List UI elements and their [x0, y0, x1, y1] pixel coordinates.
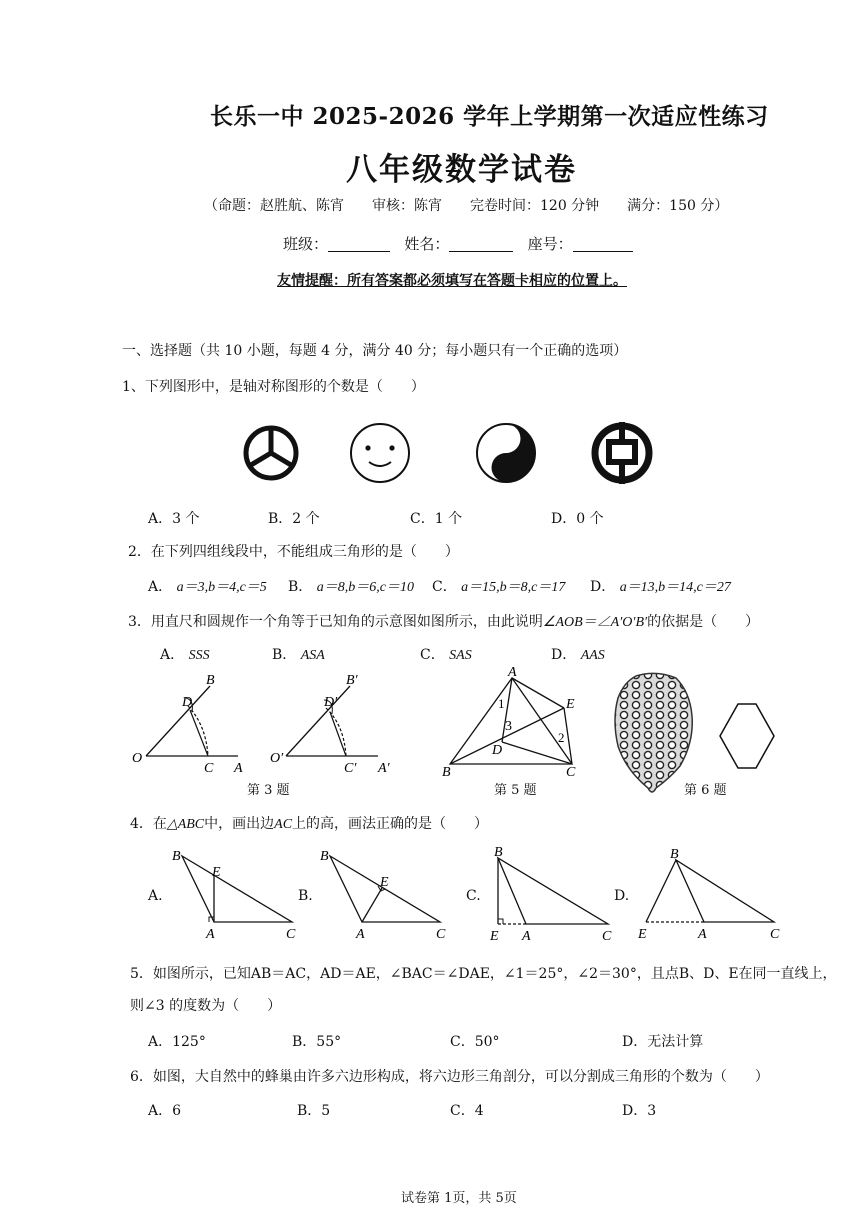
seat-blank	[573, 237, 633, 252]
q2-option-d[interactable]	[590, 576, 731, 596]
q4d-label-c: C	[770, 927, 780, 942]
q2-option-b-letter: B．	[288, 579, 313, 595]
q4a-label-c: C	[286, 927, 296, 942]
q3-text-a: 3．用直尺和圆规作一个角等于已知角的示意图如图所示，由此说明	[128, 614, 543, 630]
q3-text-math: ∠AOB＝∠A′O′B′	[542, 615, 648, 630]
q2-option-c[interactable]	[432, 576, 565, 596]
question-5-line-2: 则∠3 的度数为（ ）	[130, 998, 282, 1014]
figure-3-left-label-o: O	[132, 751, 143, 766]
q6-option-d[interactable]: D．3	[622, 1103, 657, 1119]
q2-option-d-letter: D．	[590, 579, 616, 595]
q3-option-b-math: ASA	[300, 648, 325, 663]
q2-option-c-math: a＝15,b＝8,c＝17	[461, 580, 566, 595]
seat-label: 座号：	[527, 235, 573, 253]
q3-option-b-letter: B．	[272, 647, 297, 663]
q4-text-math1: △ABC	[166, 817, 205, 832]
q4b-label-c: C	[436, 927, 446, 942]
q3-option-c[interactable]	[420, 644, 472, 664]
figure-5-label-b: B	[442, 765, 451, 780]
page-footer: 试卷第 1页，共 5页	[401, 1191, 517, 1206]
question-4-text	[130, 813, 488, 833]
figure-3-right-label-d: D′	[324, 695, 338, 710]
q4-option-a[interactable]: A.	[148, 888, 163, 904]
figure-5-label-e: E	[566, 697, 575, 712]
question-2-text: 2．在下列四组线段中，不能组成三角形的是（ ）	[128, 544, 459, 560]
q5-option-a[interactable]: A．125°	[148, 1034, 206, 1050]
q4-text-math2: AC	[274, 817, 293, 832]
question-3-text	[128, 611, 759, 631]
q5-option-c[interactable]: C．50°	[450, 1034, 500, 1050]
name-label: 姓名：	[404, 235, 450, 253]
question-5-line-1: 5．如图所示，已知AB＝AC，AD＝AE，∠BAC＝∠DAE，∠1＝25°，∠2＝30°，且点B、D、E在同一直线上，	[130, 966, 837, 982]
hexagon-shape	[720, 704, 774, 768]
q4d-label-e: E	[638, 927, 647, 942]
q3-option-a[interactable]	[160, 644, 210, 664]
q4-figure-b	[316, 846, 446, 942]
section-title: 一、选择题（共 10 小题，每题 4 分，满分 40 分；每小题只有一个正确的选项）	[122, 343, 628, 359]
q1-bank-logo-icon	[595, 422, 649, 484]
q3-option-c-letter: C．	[420, 647, 445, 663]
q1-figures	[236, 414, 696, 494]
figure-5-label-2: 2	[558, 730, 565, 745]
figure-3-right	[270, 673, 391, 776]
figure-3-caption: 第 3 题	[247, 783, 290, 798]
figure-5-caption: 第 5 题	[494, 783, 537, 798]
question-6-text: 6．如图，大自然中的蜂巢由许多六边形构成，将六边形三角剖分，可以分割成三角形的个数为（ ）	[130, 1069, 769, 1085]
q6-option-b[interactable]: B．5	[297, 1103, 331, 1119]
q1-mercedes-icon	[246, 428, 296, 478]
q4d-label-b: B	[670, 847, 679, 862]
q1-option-a[interactable]: A．3 个	[148, 511, 200, 527]
q2-option-a-math: a＝3,b＝4,c＝5	[176, 580, 267, 595]
q4a-label-a: A	[206, 927, 215, 942]
figure-5	[432, 664, 592, 782]
class-label: 班级：	[283, 235, 329, 253]
q3-option-c-math: SAS	[449, 648, 472, 663]
figure-3-left-label-d: D	[182, 695, 193, 710]
q4-figure-a	[168, 846, 298, 942]
figure-6-caption: 第 6 题	[684, 783, 727, 798]
q4a-label-b: B	[172, 849, 181, 864]
q4-option-d[interactable]: D.	[614, 888, 630, 904]
figure-5-label-3: 3	[505, 719, 512, 734]
q3-option-a-math: SSS	[188, 648, 210, 663]
q4c-label-b: B	[494, 845, 503, 860]
class-blank	[328, 237, 390, 252]
q4a-label-e: E	[212, 865, 221, 880]
question-1-text: 1、下列图形中，是轴对称图形的个数是（ ）	[122, 379, 425, 395]
q4c-label-c: C	[602, 929, 612, 942]
figure-3-left-label-c: C	[204, 761, 214, 776]
q1-option-d[interactable]: D．0 个	[551, 511, 604, 527]
exam-title: 八年级数学试卷	[346, 152, 577, 188]
figure-5-label-1: 1	[498, 696, 505, 711]
q3-text-b: 的依据是（ ）	[647, 614, 760, 630]
figure-3-right-label-o: O′	[270, 751, 284, 766]
q4b-label-e: E	[380, 875, 389, 890]
q2-option-c-letter: C．	[432, 579, 457, 595]
figure-5-label-d: D	[492, 743, 503, 758]
q2-option-b[interactable]	[288, 576, 414, 596]
q6-option-a[interactable]: A．6	[148, 1103, 182, 1119]
q4-option-c[interactable]: C.	[466, 888, 481, 904]
q6-option-c[interactable]: C．4	[450, 1103, 484, 1119]
q4d-label-a: A	[698, 927, 707, 942]
q2-option-a[interactable]	[148, 576, 267, 596]
q5-option-b[interactable]: B．55°	[292, 1034, 342, 1050]
figure-3-right-label-c: C′	[344, 761, 357, 776]
figure-3	[128, 670, 408, 780]
q4-text-a: 4．在	[130, 816, 167, 832]
figure-5-label-c: C	[566, 765, 576, 780]
student-info-row	[283, 233, 633, 254]
figure-3-left-label-b: B	[206, 673, 215, 688]
q3-option-a-letter: A．	[160, 647, 185, 663]
figure-3-right-label-a: A′	[378, 761, 390, 776]
figure-3-right-label-b: B′	[346, 673, 358, 688]
figure-3-left-label-a: A	[234, 761, 243, 776]
q2-option-b-math: a＝8,b＝6,c＝10	[316, 580, 414, 595]
q4-text-b: 中，画出边	[204, 816, 275, 832]
q3-option-d-letter: D．	[551, 647, 577, 663]
figure-3-left	[132, 673, 243, 776]
q3-option-b[interactable]	[272, 644, 325, 664]
q1-option-b[interactable]: B．2 个	[268, 511, 320, 527]
q1-option-c[interactable]: C．1 个	[410, 511, 463, 527]
q4b-label-b: B	[320, 849, 329, 864]
q3-option-d-math: AAS	[580, 648, 605, 663]
school-title: 长乐一中 2025-2026 学年上学期第一次适应性练习	[210, 103, 769, 130]
q3-option-d[interactable]	[551, 644, 605, 664]
q1-yinyang-icon	[477, 424, 535, 482]
name-blank	[449, 237, 513, 252]
q4c-label-e: E	[490, 929, 499, 942]
q1-smiley-icon	[351, 424, 409, 482]
q4c-label-a: A	[522, 929, 531, 942]
figure-5-label-a: A	[508, 665, 517, 680]
q4-text-c: 上的高，画法正确的是（ ）	[292, 816, 489, 832]
q4-figure-c	[484, 844, 620, 942]
q2-option-d-math: a＝13,b＝14,c＝27	[619, 580, 731, 595]
reminder-note: 友情提醒：所有答案都必须填写在答题卡相应的位置上。	[277, 273, 627, 289]
q5-option-d[interactable]: D．无法计算	[622, 1034, 704, 1050]
q4-option-b[interactable]: B.	[298, 888, 313, 904]
q4-figure-d	[634, 846, 784, 942]
honeycomb-image	[615, 673, 692, 792]
exam-meta: （命题：赵胜航、陈宵 审核：陈宵 完卷时间：120 分钟 满分：150 分）	[204, 198, 729, 214]
q2-option-a-letter: A．	[148, 579, 173, 595]
q4b-label-a: A	[356, 927, 365, 942]
